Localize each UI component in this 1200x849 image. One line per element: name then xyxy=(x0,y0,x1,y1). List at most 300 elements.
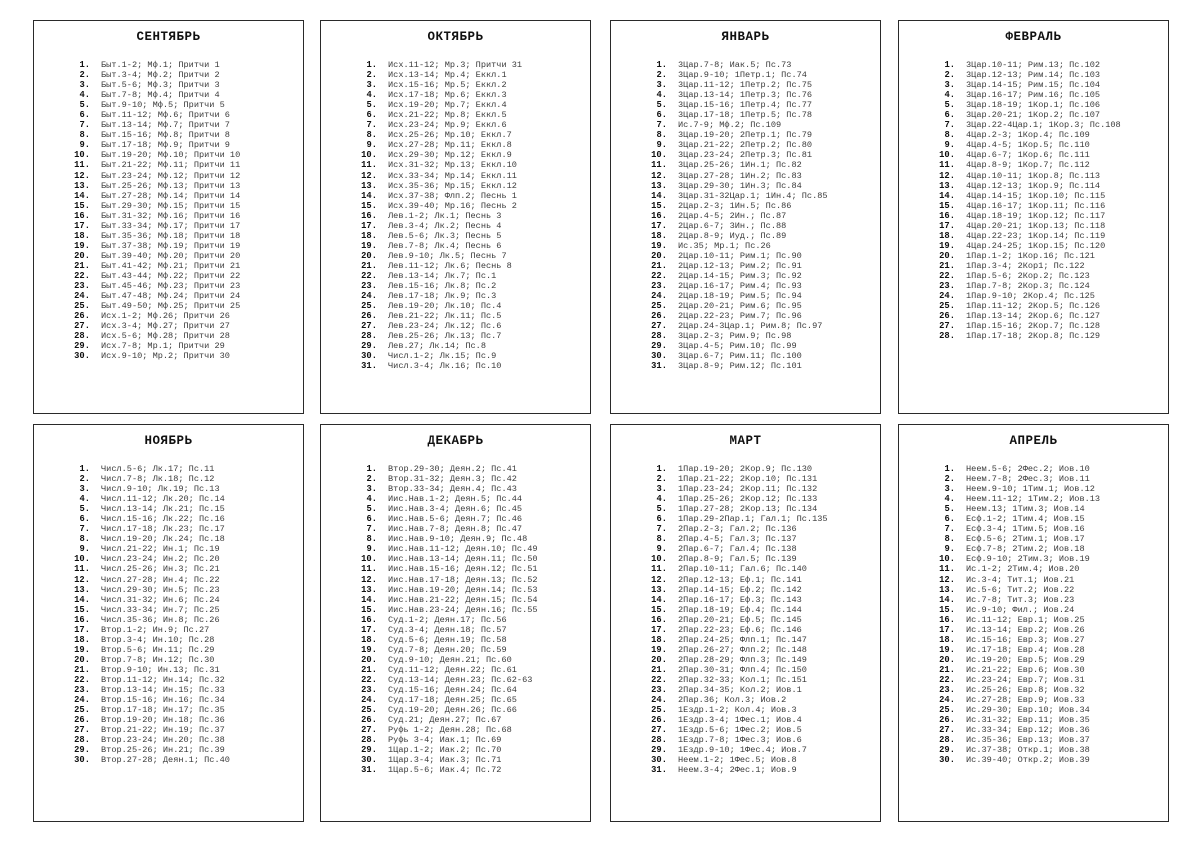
reading-text: 3Цар.8-9; Рим.12; Пс.101 xyxy=(678,361,802,372)
reading-text: 3Цар.12-13; Рим.14; Пс.103 xyxy=(966,70,1101,81)
reading-text: Неем.9-10; 1Тим.1; Иов.12 xyxy=(966,484,1095,495)
reading-row xyxy=(933,514,1168,524)
reading-text: Исх.33-34; Мр.14; Еккл.11 xyxy=(388,170,517,181)
reading-text: Втор.15-16; Ин.16; Пс.34 xyxy=(101,695,225,706)
reading-text: Ис.31-32; Евр.11; Иов.35 xyxy=(966,715,1090,726)
reading-row xyxy=(355,261,590,271)
day-number: 22. xyxy=(74,270,90,281)
reading-text: Суд.15-16; Деян.24; Пс.64 xyxy=(388,685,517,696)
day-number: 11. xyxy=(74,564,90,575)
reading-row xyxy=(933,464,1168,474)
reading-text: 3Цар.6-7; Рим.11; Пс.100 xyxy=(678,351,802,362)
reading-text: 1Пар.11-12; 2Кор.5; Пс.126 xyxy=(966,301,1101,312)
reading-row xyxy=(933,291,1168,301)
day-number: 14. xyxy=(939,594,955,605)
reading-row xyxy=(68,241,303,251)
day-number: 23. xyxy=(74,281,90,292)
day-number: 17. xyxy=(361,624,377,635)
reading-row xyxy=(933,474,1168,484)
reading-row xyxy=(68,705,303,715)
reading-row xyxy=(933,80,1168,90)
month-title: ОКТЯБРЬ xyxy=(427,30,484,44)
reading-text: Ис.25-26; Евр.8; Иов.32 xyxy=(966,685,1085,696)
day-number: 22. xyxy=(361,270,377,281)
reading-text: Ис.13-14; Евр.2; Иов.26 xyxy=(966,624,1085,635)
day-number: 13. xyxy=(74,584,90,595)
reading-text: 2Пар.28-29; Флп.3; Пс.149 xyxy=(678,654,807,665)
day-number: 22. xyxy=(74,674,90,685)
day-number: 14. xyxy=(361,190,377,201)
day-number: 13. xyxy=(939,584,955,595)
reading-text: Иис.Нав.1-2; Деян.5; Пс.44 xyxy=(388,494,523,505)
day-number: 7. xyxy=(656,524,667,535)
day-number: 7. xyxy=(79,120,90,131)
day-number: 24. xyxy=(651,695,667,706)
reading-row xyxy=(645,595,880,605)
reading-row xyxy=(68,655,303,665)
reading-text: 2Цар.10-11; Рим.1; Пс.90 xyxy=(678,250,802,261)
reading-text: Быт.45-46; Мф.23; Притчи 23 xyxy=(101,281,241,292)
reading-text: Ис.7-8; Тит.3; Иов.23 xyxy=(966,594,1075,605)
day-number: 7. xyxy=(79,524,90,535)
reading-text: Есф.7-8; 2Тим.2; Иов.18 xyxy=(966,544,1085,555)
day-number: 16. xyxy=(939,210,955,221)
day-number: 1. xyxy=(366,60,377,70)
day-number: 23. xyxy=(651,685,667,696)
month-card-march xyxy=(610,424,881,822)
day-number: 24. xyxy=(74,291,90,302)
reading-row xyxy=(68,564,303,574)
reading-text: Ис.19-20; Евр.5; Иов.29 xyxy=(966,654,1085,665)
reading-text: 4Цар.6-7; 1Кор.6; Пс.111 xyxy=(966,150,1090,161)
day-number: 14. xyxy=(361,594,377,605)
reading-row xyxy=(645,301,880,311)
day-number: 2. xyxy=(656,474,667,485)
day-number: 11. xyxy=(361,564,377,575)
day-number: 9. xyxy=(366,140,377,151)
day-number: 20. xyxy=(361,250,377,261)
day-number: 10. xyxy=(361,554,377,565)
reading-row xyxy=(933,70,1168,80)
reading-row xyxy=(645,60,880,70)
reading-row xyxy=(68,100,303,110)
reading-row xyxy=(645,735,880,745)
day-number: 18. xyxy=(939,634,955,645)
reading-text: 3Цар.21-22; 2Петр.2; Пс.80 xyxy=(678,140,813,151)
day-number: 6. xyxy=(79,110,90,121)
reading-row xyxy=(68,281,303,291)
reading-row xyxy=(933,60,1168,70)
day-number: 13. xyxy=(74,180,90,191)
reading-text: Иис.Нав.21-22; Деян.15; Пс.54 xyxy=(388,594,538,605)
reading-text: 1Пар.9-10; 2Кор.4; Пс.125 xyxy=(966,291,1095,302)
day-number: 30. xyxy=(361,351,377,362)
reading-text: 2Пар.22-23; Еф.6; Пс.146 xyxy=(678,624,802,635)
reading-text: 3Цар.27-28; 1Ин.2; Пс.83 xyxy=(678,170,802,181)
reading-text: 2Пар.20-21; Еф.5; Пс.145 xyxy=(678,614,802,625)
reading-row xyxy=(355,181,590,191)
reading-row xyxy=(645,361,880,371)
reading-text: 1Пар.17-18; 2Кор.8; Пс.129 xyxy=(966,331,1101,342)
reading-row xyxy=(933,504,1168,514)
month-title: ФЕВРАЛЬ xyxy=(1005,30,1062,44)
reading-text: Втор.29-30; Деян.2; Пс.41 xyxy=(388,464,517,474)
reading-text: 1Пар.5-6; 2Кор.2; Пс.123 xyxy=(966,270,1090,281)
day-number: 26. xyxy=(651,715,667,726)
reading-row xyxy=(933,311,1168,321)
day-number: 26. xyxy=(651,311,667,322)
reading-text: Числ.29-30; Ин.5; Пс.23 xyxy=(101,584,220,595)
reading-row xyxy=(68,464,303,474)
day-number: 4. xyxy=(79,494,90,505)
reading-text: 2Цар.22-23; Рим.7; Пс.96 xyxy=(678,311,802,322)
reading-row xyxy=(645,645,880,655)
day-number: 26. xyxy=(361,715,377,726)
day-number: 2. xyxy=(656,70,667,81)
reading-text: Числ.13-14; Лк.21; Пс.15 xyxy=(101,504,225,515)
reading-text: Суд.3-4; Деян.18; Пс.57 xyxy=(388,624,507,635)
reading-row xyxy=(645,110,880,120)
day-number: 29. xyxy=(74,341,90,352)
reading-text: Неем.7-8; 2Фес.3; Иов.11 xyxy=(966,474,1090,485)
reading-row xyxy=(68,585,303,595)
reading-row xyxy=(645,494,880,504)
reading-row xyxy=(355,524,590,534)
day-number: 4. xyxy=(366,90,377,101)
reading-row xyxy=(355,514,590,524)
reading-row xyxy=(645,585,880,595)
reading-row xyxy=(355,675,590,685)
reading-row xyxy=(68,645,303,655)
day-number: 21. xyxy=(361,260,377,271)
day-number: 5. xyxy=(944,504,955,515)
reading-text: 1Ездр.5-6; 1Фес.2; Иов.5 xyxy=(678,725,802,736)
reading-row xyxy=(68,735,303,745)
reading-row xyxy=(933,575,1168,585)
day-number: 29. xyxy=(361,341,377,352)
reading-row xyxy=(355,130,590,140)
reading-row xyxy=(933,715,1168,725)
reading-row xyxy=(68,171,303,181)
day-number: 1. xyxy=(656,464,667,474)
reading-row xyxy=(355,231,590,241)
day-number: 5. xyxy=(79,100,90,111)
day-number: 21. xyxy=(939,260,955,271)
day-number: 28. xyxy=(939,735,955,746)
reading-text: Числ.21-22; Ин.1; Пс.19 xyxy=(101,544,220,555)
day-number: 28. xyxy=(74,331,90,342)
reading-row xyxy=(355,100,590,110)
reading-text: Ис.27-28; Евр.9; Иов.33 xyxy=(966,695,1085,706)
day-number: 6. xyxy=(944,110,955,121)
reading-row xyxy=(355,474,590,484)
reading-row xyxy=(68,755,303,765)
reading-text: Исх.19-20; Мр.7; Еккл.4 xyxy=(388,100,507,111)
reading-list xyxy=(899,60,1168,341)
reading-text: Ис.5-6; Тит.2; Иов.22 xyxy=(966,584,1075,595)
month-title: НОЯБРЬ xyxy=(144,434,193,448)
reading-row xyxy=(355,735,590,745)
day-number: 17. xyxy=(939,220,955,231)
reading-row xyxy=(355,655,590,665)
reading-text: Лев.23-24; Лк.12; Пс.6 xyxy=(388,321,502,332)
reading-row xyxy=(355,291,590,301)
reading-row xyxy=(68,695,303,705)
reading-row xyxy=(645,625,880,635)
day-number: 13. xyxy=(651,584,667,595)
reading-text: Иис.Нав.23-24; Деян.16; Пс.55 xyxy=(388,604,538,615)
reading-row xyxy=(355,171,590,181)
day-number: 14. xyxy=(651,594,667,605)
reading-row xyxy=(645,241,880,251)
day-number: 17. xyxy=(361,220,377,231)
reading-text: Числ.27-28; Ин.4; Пс.22 xyxy=(101,574,220,585)
reading-text: 1Цар.3-4; Иак.3; Пс.71 xyxy=(388,755,502,766)
reading-row xyxy=(645,675,880,685)
day-number: 3. xyxy=(366,80,377,91)
reading-row xyxy=(68,271,303,281)
reading-text: 1Пар.7-8; 2Кор.3; Пс.124 xyxy=(966,281,1090,292)
reading-row xyxy=(645,695,880,705)
reading-text: Лев.15-16; Лк.8; Пс.2 xyxy=(388,281,497,292)
reading-text: Иис.Нав.3-4; Деян.6; Пс.45 xyxy=(388,504,523,515)
day-number: 6. xyxy=(366,514,377,525)
reading-row xyxy=(645,160,880,170)
reading-row xyxy=(68,261,303,271)
reading-text: Иис.Нав.9-10; Деян.9; Пс.48 xyxy=(388,534,528,545)
reading-row xyxy=(68,80,303,90)
reading-row xyxy=(355,715,590,725)
reading-row xyxy=(68,191,303,201)
day-number: 24. xyxy=(361,695,377,706)
reading-text: Лев.17-18; Лк.9; Пс.3 xyxy=(388,291,497,302)
day-number: 13. xyxy=(361,584,377,595)
reading-text: Есф.1-2; 1Тим.4; Иов.15 xyxy=(966,514,1085,525)
reading-row xyxy=(355,575,590,585)
reading-row xyxy=(933,120,1168,130)
reading-list xyxy=(34,464,303,765)
reading-row xyxy=(68,665,303,675)
reading-row xyxy=(355,281,590,291)
reading-text: Числ.19-20; Лк.24; Пс.18 xyxy=(101,534,225,545)
reading-text: Ис.35-36; Евр.13; Иов.37 xyxy=(966,735,1090,746)
reading-row xyxy=(645,341,880,351)
reading-text: Числ.31-32; Ин.6; Пс.24 xyxy=(101,594,220,605)
reading-text: Быт.43-44; Мф.22; Притчи 22 xyxy=(101,270,241,281)
reading-text: 3Цар.13-14; 1Петр.3; Пс.76 xyxy=(678,90,813,101)
reading-row xyxy=(645,221,880,231)
reading-text: Суд.19-20; Деян.26; Пс.66 xyxy=(388,705,517,716)
reading-text: 2Пар.4-5; Гал.3; Пс.137 xyxy=(678,534,797,545)
reading-row xyxy=(933,605,1168,615)
reading-row xyxy=(645,281,880,291)
reading-text: Суд.1-2; Деян.17; Пс.56 xyxy=(388,614,507,625)
day-number: 31. xyxy=(361,765,377,776)
day-number: 12. xyxy=(74,574,90,585)
reading-row xyxy=(68,110,303,120)
day-number: 20. xyxy=(651,250,667,261)
reading-row xyxy=(645,615,880,625)
reading-row xyxy=(933,140,1168,150)
reading-row xyxy=(68,90,303,100)
reading-row xyxy=(933,635,1168,645)
reading-text: Суд.21; Деян.27; Пс.67 xyxy=(388,715,502,726)
reading-text: Лев.3-4; Лк.2; Песнь 4 xyxy=(388,220,502,231)
reading-row xyxy=(355,585,590,595)
reading-text: 3Цар.23-24; 2Петр.3; Пс.81 xyxy=(678,150,813,161)
day-number: 5. xyxy=(944,100,955,111)
day-number: 11. xyxy=(651,160,667,171)
reading-row xyxy=(933,484,1168,494)
reading-text: 2Пар.18-19; Еф.4; Пс.144 xyxy=(678,604,802,615)
month-card-september xyxy=(33,20,304,414)
reading-row xyxy=(933,211,1168,221)
day-number: 9. xyxy=(79,140,90,151)
day-number: 23. xyxy=(651,281,667,292)
day-number: 13. xyxy=(651,180,667,191)
reading-row xyxy=(933,745,1168,755)
reading-text: Быт.23-24; Мф.12; Притчи 12 xyxy=(101,170,241,181)
reading-row xyxy=(933,645,1168,655)
reading-text: Суд.13-14; Деян.23; Пс.62-63 xyxy=(388,674,533,685)
day-number: 27. xyxy=(651,321,667,332)
reading-row xyxy=(68,524,303,534)
reading-row xyxy=(355,484,590,494)
day-number: 26. xyxy=(74,715,90,726)
day-number: 19. xyxy=(939,644,955,655)
day-number: 28. xyxy=(74,735,90,746)
reading-row xyxy=(933,665,1168,675)
reading-row xyxy=(68,201,303,211)
reading-text: 2Пар.2-3; Гал.2; Пс.136 xyxy=(678,524,797,535)
reading-text: Лев.21-22; Лк.11; Пс.5 xyxy=(388,311,502,322)
reading-text: Исх.25-26; Мр.10; Еккл.7 xyxy=(388,130,512,141)
day-number: 19. xyxy=(651,644,667,655)
reading-row xyxy=(933,675,1168,685)
reading-text: Исх.11-12; Мр.3; Притчи 31 xyxy=(388,60,523,70)
reading-row xyxy=(355,110,590,120)
reading-text: 3Цар.17-18; 1Петр.5; Пс.78 xyxy=(678,110,813,121)
reading-row xyxy=(68,130,303,140)
reading-text: Быт.35-36; Мф.18; Притчи 18 xyxy=(101,230,241,241)
reading-row xyxy=(645,474,880,484)
reading-text: Есф.5-6; 2Тим.1; Иов.17 xyxy=(966,534,1085,545)
reading-text: Исх.17-18; Мр.6; Еккл.3 xyxy=(388,90,507,101)
reading-row xyxy=(68,635,303,645)
reading-row xyxy=(68,554,303,564)
day-number: 28. xyxy=(651,735,667,746)
reading-row xyxy=(645,504,880,514)
day-number: 30. xyxy=(361,755,377,766)
reading-row xyxy=(645,464,880,474)
day-number: 26. xyxy=(939,311,955,322)
reading-text: Быт.31-32; Мф.16; Притчи 16 xyxy=(101,210,241,221)
reading-text: 3Цар.18-19; 1Кор.1; Пс.106 xyxy=(966,100,1101,111)
month-title: АПРЕЛЬ xyxy=(1009,434,1058,448)
day-number: 8. xyxy=(366,534,377,545)
reading-text: Исх.1-2; Мф.26; Притчи 26 xyxy=(101,311,230,322)
day-number: 3. xyxy=(79,484,90,495)
reading-text: Лев.13-14; Лк.7; Пс.1 xyxy=(388,270,497,281)
reading-text: Исх.31-32; Мр.13; Еккл.10 xyxy=(388,160,517,171)
day-number: 3. xyxy=(366,484,377,495)
day-number: 5. xyxy=(366,504,377,515)
reading-row xyxy=(645,100,880,110)
reading-text: Быт.29-30; Мф.15; Притчи 15 xyxy=(101,200,241,211)
day-number: 14. xyxy=(651,190,667,201)
day-number: 27. xyxy=(651,725,667,736)
day-number: 21. xyxy=(939,664,955,675)
reading-row xyxy=(645,564,880,574)
reading-row xyxy=(355,615,590,625)
reading-row xyxy=(68,595,303,605)
day-number: 21. xyxy=(74,260,90,271)
reading-row xyxy=(68,514,303,524)
reading-text: 1Ездр.9-10; 1Фес.4; Иов.7 xyxy=(678,745,807,756)
day-number: 15. xyxy=(361,604,377,615)
reading-text: 3Цар.15-16; 1Петр.4; Пс.77 xyxy=(678,100,813,111)
day-number: 15. xyxy=(939,604,955,615)
day-number: 27. xyxy=(939,321,955,332)
reading-text: Числ.3-4; Лк.16; Пс.10 xyxy=(388,361,502,372)
day-number: 9. xyxy=(366,544,377,555)
day-number: 28. xyxy=(651,331,667,342)
day-number: 19. xyxy=(74,644,90,655)
reading-text: Лев.1-2; Лк.1; Песнь 3 xyxy=(388,210,502,221)
reading-text: 3Цар.9-10; 1Петр.1; Пс.74 xyxy=(678,70,807,81)
reading-row xyxy=(355,564,590,574)
reading-text: Лев.9-10; Лк.5; Песнь 7 xyxy=(388,250,507,261)
reading-row xyxy=(68,331,303,341)
reading-text: 4Цар.18-19; 1Кор.12; Пс.117 xyxy=(966,210,1106,221)
reading-row xyxy=(933,554,1168,564)
reading-row xyxy=(645,544,880,554)
reading-text: 2Цар.6-7; 3Ин.; Пс.88 xyxy=(678,220,787,231)
reading-text: Втор.1-2; Ин.9; Пс.27 xyxy=(101,624,210,635)
reading-text: Втор.9-10; Ин.13; Пс.31 xyxy=(101,664,220,675)
day-number: 13. xyxy=(939,180,955,191)
reading-row xyxy=(933,725,1168,735)
day-number: 12. xyxy=(651,574,667,585)
day-number: 11. xyxy=(651,564,667,575)
reading-text: Исх.9-10; Мр.2; Притчи 30 xyxy=(101,351,230,362)
reading-text: Числ.5-6; Лк.17; Пс.11 xyxy=(101,464,215,474)
reading-row xyxy=(68,625,303,635)
reading-text: Числ.7-8; Лк.18; Пс.12 xyxy=(101,474,215,485)
day-number: 1. xyxy=(656,60,667,70)
reading-text: 1Пар.13-14; 2Кор.6; Пс.127 xyxy=(966,311,1101,322)
reading-text: Ис.39-40; Откр.2; Иов.39 xyxy=(966,755,1090,766)
day-number: 10. xyxy=(939,150,955,161)
day-number: 18. xyxy=(361,230,377,241)
day-number: 24. xyxy=(651,291,667,302)
day-number: 25. xyxy=(361,705,377,716)
reading-text: 4Цар.8-9; 1Кор.7; Пс.112 xyxy=(966,160,1090,171)
reading-text: Втор.21-22; Ин.19; Пс.37 xyxy=(101,725,225,736)
day-number: 12. xyxy=(361,170,377,181)
reading-text: Ис.37-38; Откр.1; Иов.38 xyxy=(966,745,1090,756)
reading-row xyxy=(933,241,1168,251)
reading-text: 1Ездр.1-2; Кол.4; Иов.3 xyxy=(678,705,797,716)
day-number: 31. xyxy=(651,765,667,776)
day-number: 31. xyxy=(651,361,667,372)
day-number: 10. xyxy=(74,554,90,565)
reading-row xyxy=(68,534,303,544)
reading-row xyxy=(68,484,303,494)
day-number: 24. xyxy=(361,291,377,302)
reading-text: Быт.25-26; Мф.13; Притчи 13 xyxy=(101,180,241,191)
reading-row xyxy=(645,90,880,100)
